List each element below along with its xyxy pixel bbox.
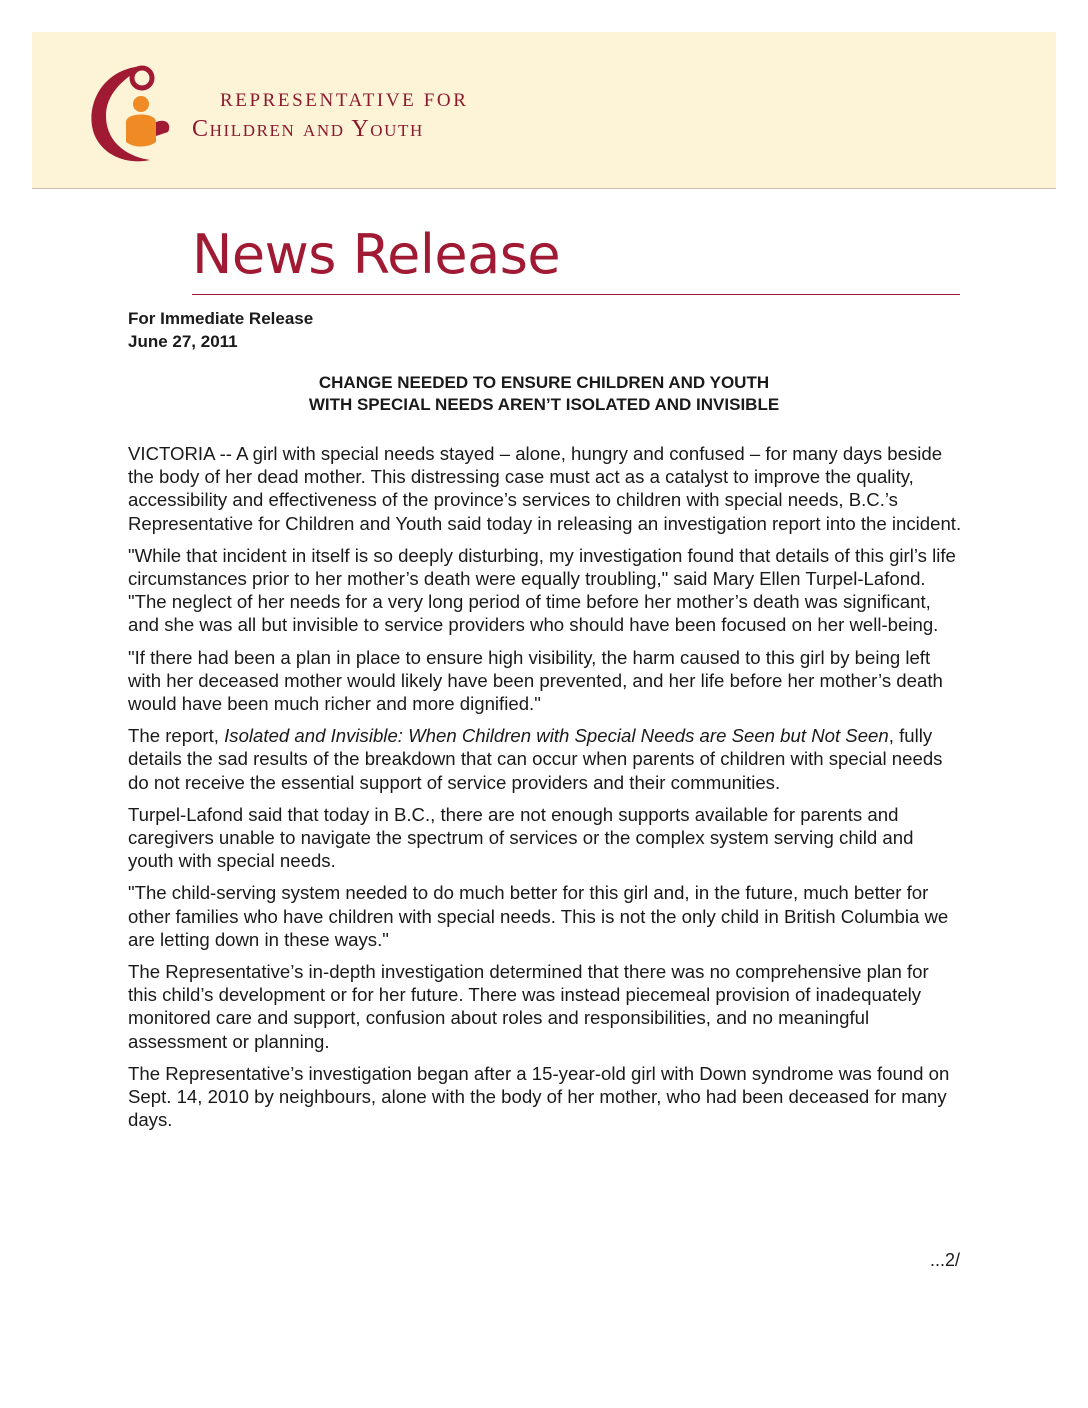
org-name-line2: Children and Youth [192,116,424,142]
paragraph: The Representative’s investigation began after a 15-year-old girl with Down syndrome was found on Sept. 14, 2010 by neighbours, alone with the body of her mother, who had been deceased for many days. [128,1062,950,1131]
body-text [128,442,962,1140]
letterhead-band [32,32,1056,189]
organization-logo-icon [84,56,174,166]
report-title: Isolated and Invisible: When Children with Special Needs are Seen but Not Seen [224,725,889,747]
release-label: For Immediate Release [128,309,314,328]
paragraph: "While that incident in itself is so deeply disturbing, my investigation found that details of this girl’s life circumstances prior to her mother’s death were equally troubling," said Mary Ellen Turpel-Lafond. "The neglect of her needs for a very long period of time before her mother’s death was significant, and she was all but invisible to service providers who should have been focused on her well-being. [128,544,956,636]
title-divider [192,294,960,295]
paragraph [128,724,962,794]
paragraph: The Representative’s in-depth investigation determined that there was no comprehensive plan for this child’s development or for her future. There was instead piecemeal provision of inadequately monitored care and support, confusion about roles and responsibilities, and no meaningful assessment or planning. [128,961,929,1052]
paragraph: VICTORIA -- A girl with special needs stayed – alone, hungry and confused – for many days beside the body of her dead mother. This distressing case must act as a catalyst to improve the quality, accessibility and effectiveness of the province’s services to children with special needs, B.C.’s Representative for Children and Youth said today in releasing an investigation report into the incident. [128,443,962,534]
paragraph-lead: The report, [128,725,225,747]
paragraph: "If there had been a plan in place to ensure high visibility, the harm caused to this girl by being left with her deceased mother would likely have been prevented, and her life before her mother’s death would have been much richer and more dignified." [128,646,943,715]
paragraph: Turpel-Lafond said that today in B.C., there are not enough supports available for parents and caregivers unable to navigate the spectrum of services or the complex system serving child and youth with special needs. [128,803,914,872]
paragraph-rest: , fully details the sad results of the breakdown that can occur when parents of children with special needs do not receive the essential support of service providers and their communities. [128,725,943,793]
paragraph: "The child-serving system needed to do much better for this girl and, in the future, much better for other families who have children with special needs. This is not the only child in British Columbia we are letting down in these ways." [128,882,949,950]
headline-line1: CHANGE NEEDED TO ENSURE CHILDREN AND YOUTH [318,373,770,392]
headline [128,372,960,416]
page-continuation-marker: ...2/ [929,1250,960,1270]
release-date: June 27, 2011 [128,332,238,351]
page-title: News Release [192,223,561,286]
headline-line2: WITH SPECIAL NEEDS AREN’T ISOLATED AND INVISIBLE [308,395,780,414]
org-name-line1: REPRESENTATIVE FOR [220,90,469,111]
